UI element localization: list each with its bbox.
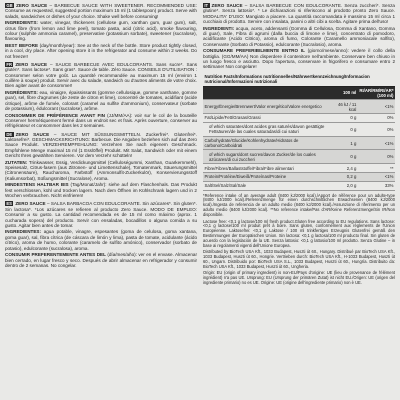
nutrition-row-label: of which sugars/dont sucres/davon Zucker/de los cuales azúcares/di cui zuccheri xyxy=(203,150,333,164)
footer-paragraph: Distributed by BioTech USA Kft., 1033 Budapest, Huszti út 60., Hungary. Distribué par BioTech USA Kft., 1033 Budapest, Huszti út 60., Hongrie. Vertrieben durch: BioTech USA Kft., H-1033 Budapest, Huszti út 60., Ungarn. Distribuido por: BioTech USA S.L., 1033 Budapest, Huszti út 60., Hungría. Distribuito da: BioTech USA Kft., 1033 Budapest, Huszti út 60., Ungheria. xyxy=(203,249,395,269)
section-es xyxy=(5,201,197,268)
nutrition-row-value: 1 g xyxy=(333,136,358,150)
nutrition-row-ri: ** xyxy=(358,164,395,173)
paragraph-text: (day/month/year): See at the neck of the bottle. Store product tightly closed, in a cool, dry place. After opening store it in the refrigerator and consume within 2 weeks. Do not freeze!! xyxy=(5,43,198,59)
nutrition-table-body xyxy=(203,100,395,190)
nutrition-row xyxy=(203,181,395,190)
paragraph-heading: ZERO SAUCE xyxy=(211,3,243,8)
paragraph-text: acqua, aceto, addensanti (Gomma di Cellulosa, Gomma di Xantano, Gomma di guar), Sale, Fibra di agrumi (dalla buccia di limone e lime), concentrato di pomodoro, acidificante (Acido Citrico), aroma di fumo, Colorante (Caramello ammoniacale solfito), Conservante (Sorbato di Potassio), edulcorante (Sucralosio), aroma. xyxy=(203,25,395,47)
paragraph-text: (JJ/MM/AA): voir sur le col de la bouteille Conserver hermétiquement fermé dans un endroit sec et frais. Après ouverture, conserver au réfrigérateur et consommer dans les 2 semaines. xyxy=(5,112,197,129)
paragraph-heading: BEST BEFORE xyxy=(5,43,39,48)
nutrition-table xyxy=(203,73,395,191)
paragraph-text: Trinkwasser, Essig, Verdickungsmittel (Celluloségummi, Xanthan, Guarkernmehl), Speisesalz, Citrus-fasern (aus Zitronen- und Limettenschale), Tomatenmark, Säuerungsmittel (Citronensäure), Raucharoma, Farbstoff (Ammonsulfit-Zuckerkulör), Konservierungsstoff (Kaliumsorbat), Süßungsmittel (Sucralose), Aroma. xyxy=(5,159,197,181)
paragraph-text: – BARBECUE SAUCE WITH SWEETENER. RECOMMENDED USE: Consume as requested, suggested portion maximum 15 ml (1 tablespoon) product. Serve with salads, sandwiches or dishes of your choice. Shake well before consuming! xyxy=(5,3,197,19)
nutrition-row-value: 2,4 g xyxy=(333,164,358,173)
nutrition-header-ri: RI/AR/RM/RI/AR* (100 ml) xyxy=(359,87,394,98)
nutrition-row xyxy=(203,122,395,136)
paragraph xyxy=(5,252,197,268)
nutrition-row-value: 2,0 g xyxy=(333,181,358,190)
language-code-badge: DE xyxy=(6,131,13,137)
nutrition-row-value: 0 g xyxy=(333,150,358,164)
paragraph-text: – SALSA BARBECUE CON EDULCORANTE. Senza zuccheri*. Senza glutine*. Senza lattosio*. * Le dichiarazioni si riferiscono al prodotto pronto Zero Sauce. MODALITA' D'USO: Mangiato a piacere. La quantità raccomandata è massimo 15 ml circa 1 cucchiaio di prodotto. Servire con insalata, panini o altri cibi a scelta. Agitare prima dell'uso! xyxy=(203,3,395,25)
paragraph-heading: CONSUMARE PREFERIBILMENTE ENTRO IL xyxy=(203,48,305,54)
nutrition-row-value: 46 kJ / 11 kcal xyxy=(333,100,358,114)
section-gb xyxy=(5,3,197,59)
paragraph xyxy=(5,182,197,198)
paragraph-text: water, vinegar, thickeners (cellulose gum, xanthan gum, guar gum), salt, citrus fibre (from lemon and lime peel), tomato pasta, acid (citric acid), smoke flavouring, colour (sulphite ammonia caramel), preservative (potassium sorbate), sweetener (sucralose), flavouring. xyxy=(5,20,197,42)
nutrition-row-value: 0 g xyxy=(333,122,358,136)
nutrition-row-label: Salt/Sel/Salz/Sal/Sale xyxy=(203,181,333,190)
section-it xyxy=(203,3,395,70)
language-code-badge: FR xyxy=(6,62,12,68)
nutrition-row-ri: 33% xyxy=(358,181,395,190)
nutrition-row-label: Energy/Énergie/Brennwert/Valor energético/Valore energetico xyxy=(203,100,333,114)
paragraph xyxy=(203,48,395,69)
language-code-badge: ES xyxy=(6,201,12,207)
footer-paragraph: Lactose free: <0,1 g lactose/100 ml fresh product.Gluten free according to EU regulations. Sans lactose: <0,1 g lactose/100 ml produit prêt à boire. Sans gluten, conformément aux règlements de l'Union Européenne. Laktosefrei: <0,1 g Laktose / 100 ml trinkfertiges Erzeugnis Glutenfrei gemäß den Bestimmungen der Europäischen Union. Sin lactosa: <0,1 g lactosa/100 ml producto final. Sin gluten de acuerdo con la legislación de la UE. Senza lattosio: <0,1 g lattosio/100 ml prodotto. Senza Glutine – in base ai regolamenti vigenti dell'Unione Europea. xyxy=(203,218,395,248)
nutrition-row-ri: 0% xyxy=(358,122,395,136)
paragraph-heading: INGREDIENTES: xyxy=(5,229,41,235)
paragraph-heading: ZUTATEN: xyxy=(5,159,28,165)
nutrition-row xyxy=(203,164,395,173)
paragraph-text: – SALSA BARBACOA CON EDULCORANTE. Sin azúcares*. Sin gluten*. Sin lactosa*. *Los azúcares se refieren al producto Zero Sauce. MODO DE EMPLEO: Consumir a su gusto. La cantidad recomendada es de 15 ml como máximo (aprox. 1 cucharada sopera) del producto. Servir con ensaladas, bocadillos o alguna comida a su gusto. Agitar bien antes de tomar. xyxy=(5,201,198,228)
nutrition-row-value: 0,2 g xyxy=(333,172,358,181)
paragraph-text: (Tag/Monat/Jahr): siehe auf dem Flaschenhals. Das Produkt fest verschlossen, kühl und trocken lagern. Nach dem Öffnen im Kühlschrank lagern und in 2 Wochen verbrauchen. Nicht einfrieren! xyxy=(5,182,197,199)
nutrition-footnote: *Reference intake of an average adult (8400 kJ/2000 kcal)./Apport de référence pour un adulte-type (8400 kJ/2000 kcal)./Referenzmenge für einen durchschnittlichen Erwachsenen (8400 kJ/2000 kcal)./Ingesta de referencia de un adulto medio (8400 kJ/2000 kcal)./Assunzione di riferimento per un adulto medio (8400 kJ/2000 kcal). **No reference intake/Pas d'AR/Keine Referenzmenge/Sin IR/Non disponibile. xyxy=(203,192,395,217)
paragraph-heading: INGRÉDIENTS: xyxy=(5,90,38,96)
nutrition-header-label xyxy=(203,86,333,100)
nutrition-row-ri: 0% xyxy=(358,150,395,164)
nutrition-row-label: Fat/Lipide/Fett/Grasas/Grassi xyxy=(203,114,333,123)
nutrition-row-value: 0 g xyxy=(333,114,358,123)
paragraph-text: eau, vinaigre, épaississants (gomme cellulosique, gomme xanthane, gomme guar), sel, fibre d'agrumes (de zeste de citron et lime), concentré de tomates, acidifiant (acide citrique), arôme de fumée, colorant (caramel au sulfite d'ammonium), conservateur (sorbate de potassium), édulcorant (sucralose), arôme. xyxy=(5,90,197,112)
paragraph-heading: ZERO SAUCE xyxy=(15,201,46,207)
nutrition-row-ri: <1% xyxy=(358,172,395,181)
paragraph-heading: ZERO SAUCE xyxy=(16,3,48,8)
paragraph-heading: MINDESTENS HALTBAR BIS xyxy=(5,182,69,188)
footer-paragraph: Origin: EU (origin of primary ingredient) is non-EU/Pays d'origine: UE (lieu de provenance de l'élément ingrédient) n'a pas UE. Ursprung: EU (Ursprung der primären Zutat) ist nicht EU./Origen: UE (origen del ingrediente primario) no es UE. Origine: UE (origine dell'ingrediente primario) non è UE. xyxy=(203,270,395,286)
nutrition-header-per100: 100 ml xyxy=(333,86,358,100)
section-fr xyxy=(5,62,197,129)
nutrition-table-title: Nutrition Facts/Informations nutritionnelles/Nährwertkennzeichnung/Informacion nutricional/Informazioni nutrizionali xyxy=(203,73,395,86)
right-column xyxy=(200,0,400,400)
nutrition-row-ri: 0% xyxy=(358,114,395,123)
nutrition-row-label: Carbohydrate/Glucide/Kohlenhydrate/Hidratos de carbono/Carboidrati xyxy=(203,136,333,150)
nutrition-row-label: of which saturates/dont acides gras saturés/davon gesättigte Fettsäuren/de las cuales saturadas/di cui saturi xyxy=(203,122,333,136)
paragraph-text: agua potable, vinagre, espesantes (goma de celulosa, goma xantana, goma guar), sal, fibra cítrica (de cáscara de limón y lima), pasta de tomate, acidulante (ácido cítrico), aroma de humo, colorante (caramelo de sulfito amónico), conservador (sorbato de potasio), edulcorante (sucralosa), aroma. xyxy=(5,229,197,251)
language-code-badge: GB xyxy=(6,3,13,8)
nutrition-row xyxy=(203,150,395,164)
paragraph xyxy=(5,20,197,41)
paragraph-heading: CONSOMMER DE PRÉFÉRENCE AVANT FIN xyxy=(5,112,105,118)
paragraph-text: – SAUCE BARBECUE AVEC EDULCORANTS. Sans sucre*. Sans glutén*. Sans lactose*. Sans gras*. Sauce de table. Zéro Sauce. CONSEILS D'UTILISATION : Consommer selon votre goût. La quantité recommandée au maximum 15 ml (environ 1 cuillère à soupe) produit. Servir avec du salade, sandwich ou d'autres aliments de votre choix. Bien agiter avant de consommer! xyxy=(5,62,197,89)
language-code-badge: IT xyxy=(204,3,209,8)
nutrition-row xyxy=(203,136,395,150)
nutrition-row xyxy=(203,114,395,123)
paragraph xyxy=(203,26,395,47)
nutrition-row-label: Fibre/Fibres/Ballaststoffe/Fibra/Fibre alimentari xyxy=(203,164,333,173)
paragraph xyxy=(5,90,197,111)
paragraph-heading: CONSUMIR PREFERENTEMENTE ANTES DEL xyxy=(5,252,106,258)
paragraph xyxy=(5,113,197,129)
nutrition-row-ri: <1% xyxy=(358,136,395,150)
paragraph-text: – SAUCE MIT SÜSSUNGSMITTELN. Zuckerfrei*. Glutenfrei*. Laktosefrei*. GESCHMACKSRICHTUNG: Barbecue. Die Angaben beziehen sich auf das Zero Sauce Produkt. VERZEHREMPFEHLUNG: Verzehren Sie nach eigenem Geschmack. Empfohlene Menge maximal 15 ml (1 Esslöffel) Produkt. Mit Salat, Sandwich oder mit einem Gericht Ihres gewählten Servieren. Vor dem Verzehr schütteln! xyxy=(5,131,197,159)
paragraph xyxy=(5,201,197,228)
nutrition-row-ri: <1% xyxy=(358,100,395,114)
paragraph xyxy=(5,132,197,159)
section-de xyxy=(5,132,197,199)
paragraph-text: (día/mes/año): ver en el envase. Almacenar bien cerrado, en lugar fresco y seco. Después de abrir almacenar en refrigerador y consumir dentro de 2 semanas. No congelar. xyxy=(5,252,198,268)
paragraph xyxy=(5,3,197,19)
paragraph-heading: INGREDIENTS: xyxy=(5,20,38,26)
paragraph xyxy=(203,3,395,24)
paragraph-heading: INGREDIENTI: xyxy=(203,25,235,31)
paragraph xyxy=(5,160,197,181)
nutrition-row xyxy=(203,172,395,181)
paragraph xyxy=(5,62,197,89)
paragraph-text: (giorno/mese/anno): vedere il collo della bottiglia. (GG/MM/AA) Non disperdere il contenitore nell'ambiente. Conservare ben chiuso in un luogo fresco e asciutto. Dopo l'apertura, conservare in frigorifero e consumare entro 2 settimane! Non congelare! xyxy=(203,48,395,70)
paragraph xyxy=(5,43,197,59)
paragraph xyxy=(5,229,197,250)
nutrition-row-label: Protein/Protéine/Eiweiß/Proteínas/Proteine xyxy=(203,172,333,181)
paragraph-heading: ZERO SAUCE xyxy=(15,62,48,68)
paragraph-heading: ZERO SAUCE xyxy=(15,131,50,137)
right-footer xyxy=(203,220,395,286)
right-sections xyxy=(203,3,395,70)
nutrition-row xyxy=(203,100,395,114)
